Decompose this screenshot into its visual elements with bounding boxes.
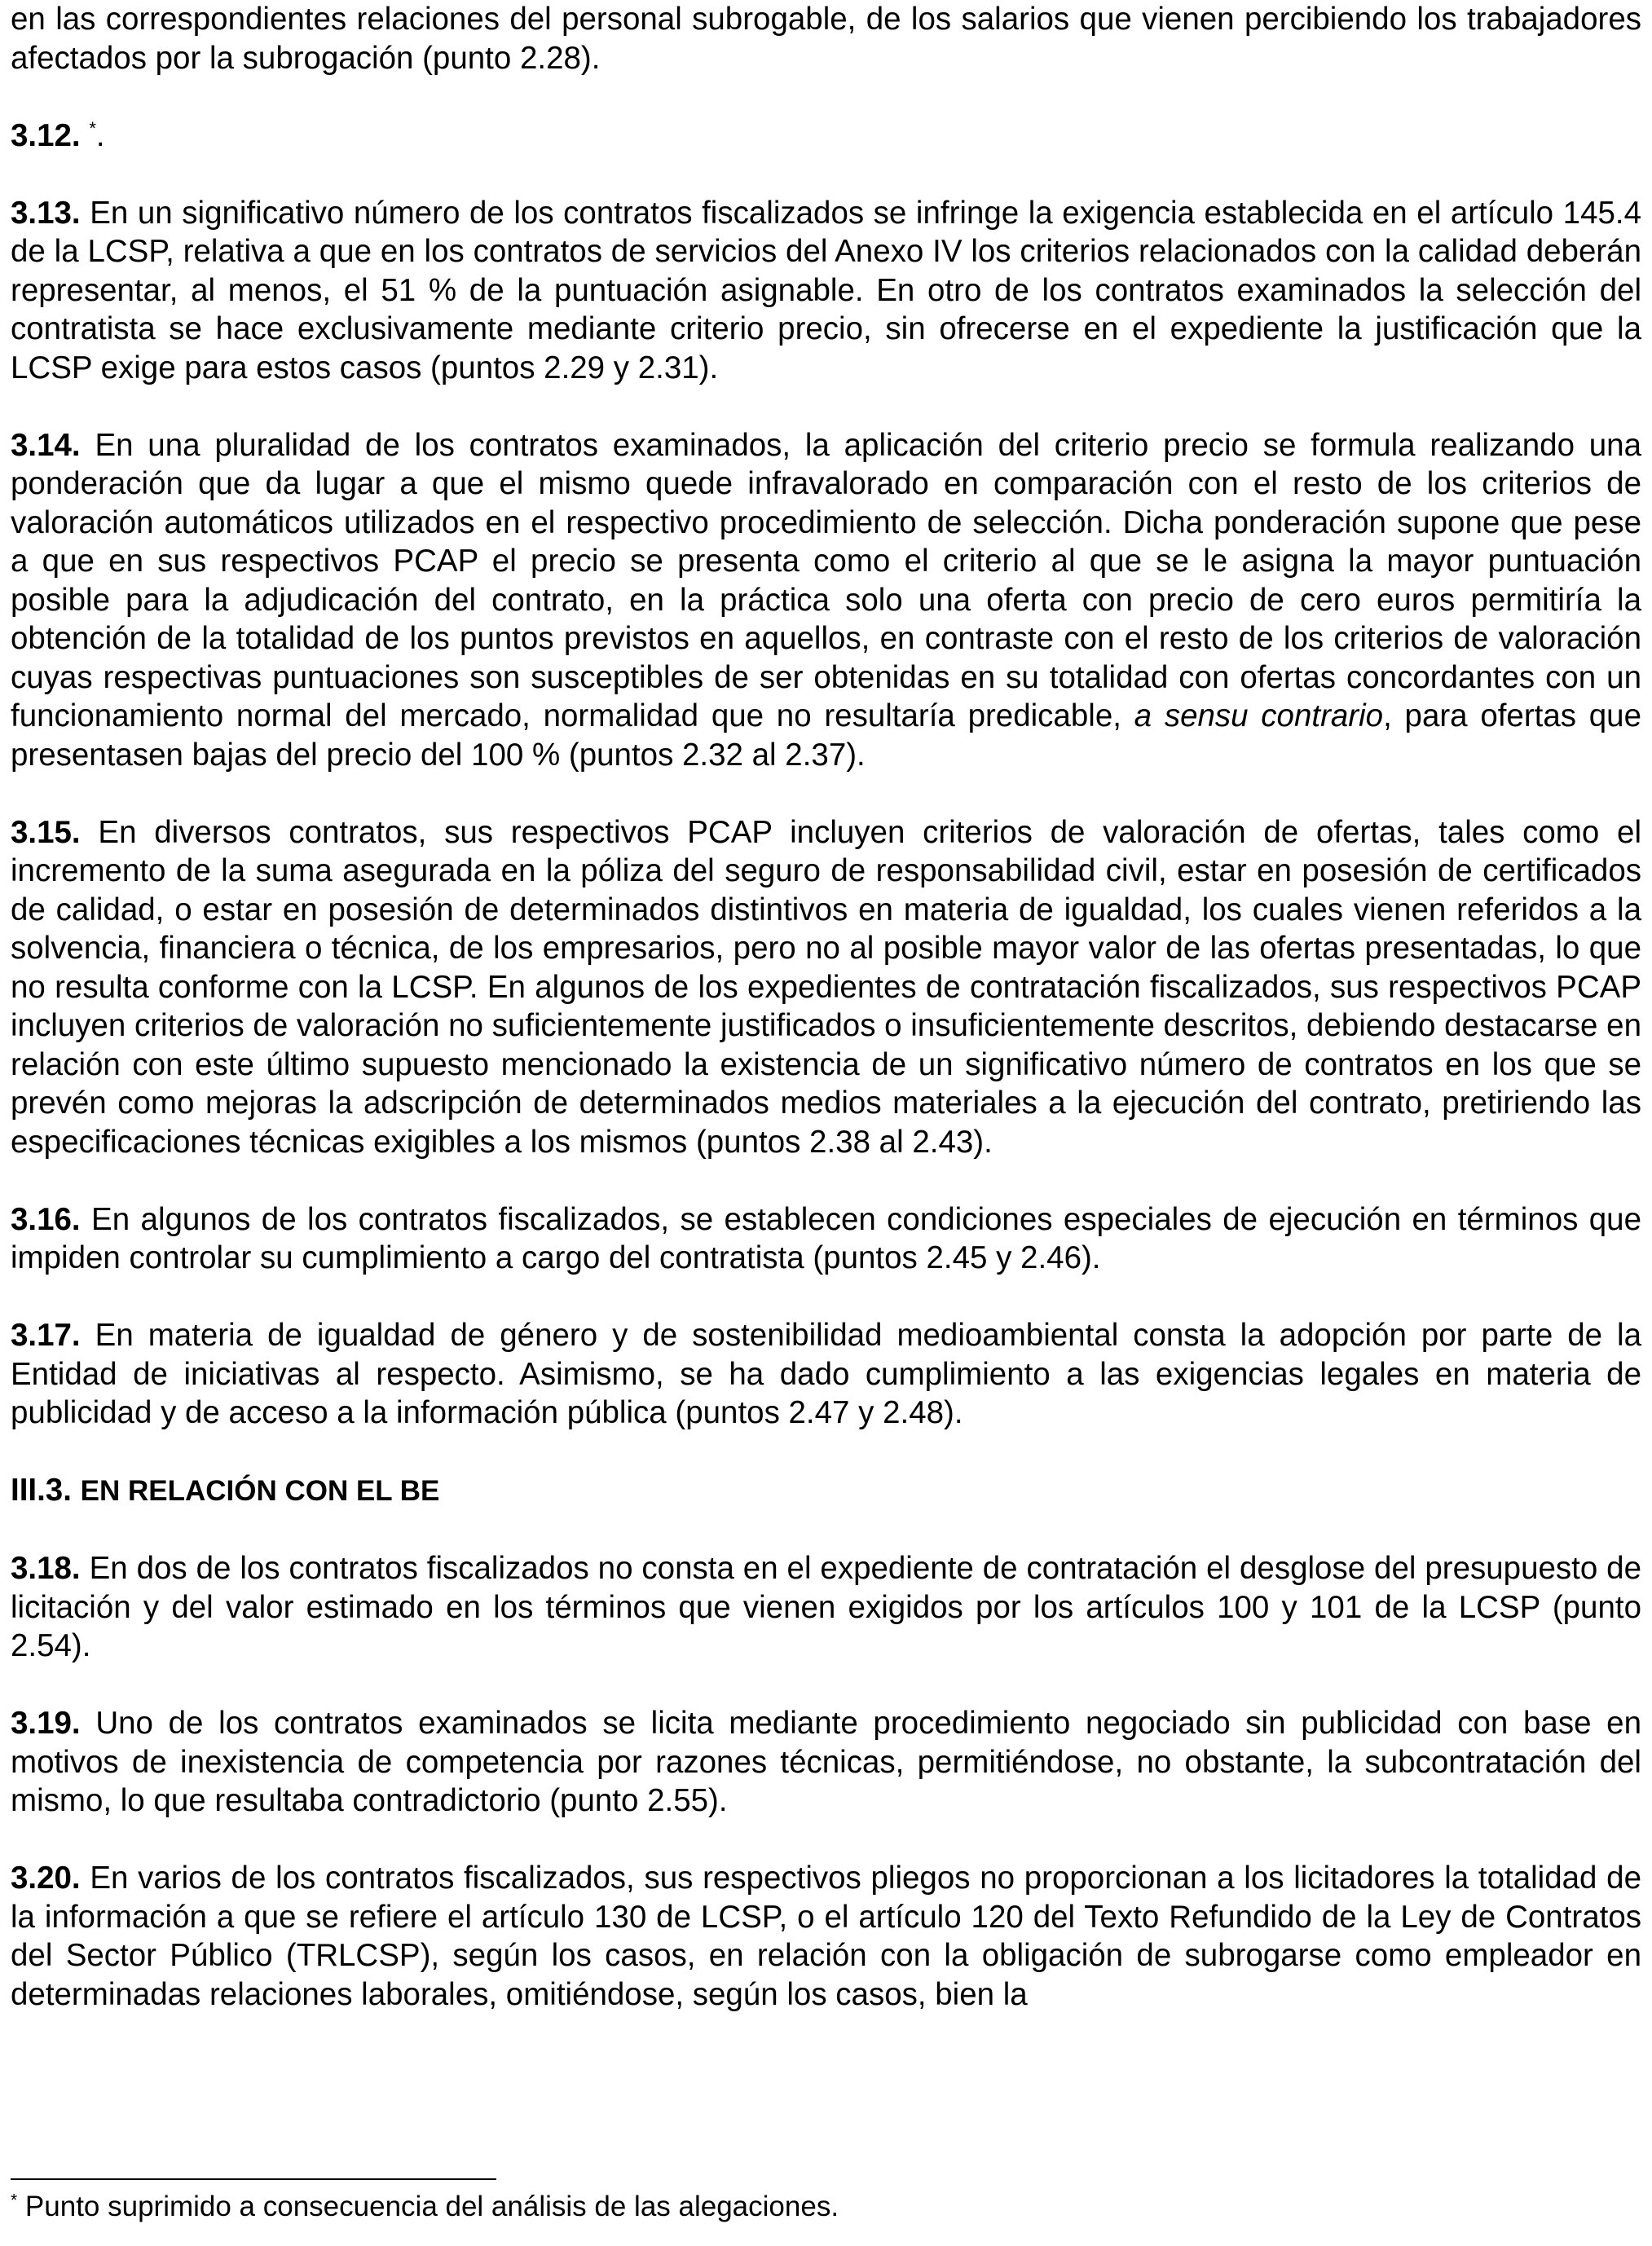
paragraph-number: 3.19.: [11, 1706, 81, 1741]
paragraph-gap: [11, 387, 1641, 426]
paragraph-continued: [11, 0, 1641, 77]
paragraph-italic-text: a sensu contrario: [1134, 698, 1384, 733]
paragraph-gap: [11, 1821, 1641, 1860]
paragraph-text-continued: , para ofertas que presentasen bajas del precio del 100 % (puntos 2.32 al 2.37).: [11, 698, 1641, 773]
paragraph-number: 3.14.: [11, 427, 81, 463]
footnote: [11, 2189, 839, 2225]
paragraph-3-17: [11, 1316, 1641, 1433]
paragraph-gap: [11, 1433, 1641, 1472]
paragraph-3-18: [11, 1549, 1641, 1666]
section-heading: [11, 1471, 1641, 1511]
paragraph-3-14: [11, 426, 1641, 775]
paragraph-gap: [11, 1161, 1641, 1200]
paragraph-gap: [11, 774, 1641, 813]
paragraph-text: En materia de igualdad de género y de sostenibilidad medioambiental consta la adopción por parte de la Entidad de iniciativas al respecto. Asimismo, se ha dado cumplimiento a las exigencias legales en materia de publicidad y de acceso a la información pública (puntos 2.47 y 2.48).: [11, 1318, 1641, 1430]
document-page: [11, 0, 1641, 2014]
paragraph-text: En un significativo número de los contratos fiscalizados se infringe la exigencia establecida en el artículo 145.4 de la LCSP, relativa a que en los contratos de servicios del Anexo IV los criterios relacionados con la calidad deberán representar, al menos, el 51 % de la puntuación asignable. En otro de los contratos examinados la selección del contratista se hace exclusivamente mediante criterio precio, sin ofrecerse en el expediente la justificación que la LCSP exige para estos casos (puntos 2.29 y 2.31).: [11, 195, 1641, 385]
paragraph-number: 3.17.: [11, 1318, 81, 1353]
paragraph-gap: [11, 1511, 1641, 1550]
footnote-reference[interactable]: *: [89, 117, 96, 139]
footnote-mark: *: [11, 2191, 18, 2210]
paragraph-text: Uno de los contratos examinados se licita mediante procedimiento negociado sin publicidad con base en motivos de inexistencia de competencia por razones técnicas, permitiéndose, no obstante, la subcontratación del mismo, lo que resultaba contradictorio (punto 2.55).: [11, 1706, 1641, 1818]
paragraph-gap: [11, 1666, 1641, 1705]
section-title: EN RELACIÓN CON EL BE: [80, 1475, 440, 1507]
paragraph-number: 3.16.: [11, 1201, 81, 1237]
paragraph-text: En diversos contratos, sus respectivos PCAP incluyen criterios de valoración de ofertas, tales como el incremento de la suma asegurada en la póliza del seguro de responsabilidad civil, estar en posesión de certificados de calidad, o estar en posesión de determinados distintivos en materia de igualdad, los cuales vienen referidos a la solvencia, financiera o técnica, de los empresarios, pero no al posible mayor valor de las ofertas presentadas, lo que no resulta conforme con la LCSP. En algunos de los expedientes de contratación fiscalizados, sus respectivos PCAP incluyen criterios de valoración no suficientemente justificados o insuficientemente descritos, debiendo destacarse en relación con este último supuesto mencionado la existencia de un significativo número de contratos en los que se prevén como mejoras la adscripción de determinados medios materiales a la ejecución del contrato, pretiriendo las especificaciones técnicas exigibles a los mismos (puntos 2.38 al 2.43).: [11, 814, 1641, 1160]
paragraph-text: En una pluralidad de los contratos examinados, la aplicación del criterio precio se formula realizando una ponderación que da lugar a que el mismo quede infravalorado en comparación con el resto de los criterios de valoración automáticos utilizados en el respectivo procedimiento de selección. Dicha ponderación supone que pese a que en sus respectivos PCAP el precio se presenta como el criterio al que se le asigna la mayor puntuación posible para la adjudicación del contrato, en la práctica solo una oferta con precio de cero euros permitiría la obtención de la totalidad de los puntos previstos en aquellos, en contraste con el resto de los criterios de valoración cuyas respectivas puntuaciones son susceptibles de ser obtenidas en su totalidad con ofertas concordantes con un funcionamiento normal del mercado, normalidad que no resultaría predicable,: [11, 427, 1641, 733]
footnote-separator: [11, 2178, 496, 2180]
paragraph-number: 3.15.: [11, 814, 81, 850]
paragraph-text: En varios de los contratos fiscalizados, sus respectivos pliegos no proporcionan a los licitadores la totalidad de la información a que se refiere el artículo 130 de LCSP, o el artículo 120 del Texto Refundido de la Ley de Contratos del Sector Público (TRLCSP), según los casos, en relación con la obligación de subrogarse como empleador en determinadas relaciones laborales, omitiéndose, según los casos, bien la: [11, 1861, 1641, 2012]
paragraph-3-15: [11, 813, 1641, 1162]
paragraph-3-13: [11, 194, 1641, 388]
paragraph-gap: [11, 155, 1641, 194]
footnote-text: Punto suprimido a consecuencia del análisis de las alegaciones.: [24, 2191, 839, 2222]
paragraph-number: 3.18.: [11, 1551, 81, 1586]
paragraph-text: En dos de los contratos fiscalizados no consta en el expediente de contratación el desglose del presupuesto de licitación y del valor estimado en los términos que vienen exigidos por los artículos 100 y 101 de la LCSP (punto 2.54).: [11, 1551, 1641, 1663]
paragraph-text: .: [95, 117, 105, 153]
paragraph-gap: [11, 77, 1641, 117]
paragraph-3-20: [11, 1859, 1641, 2014]
paragraph-3-16: [11, 1200, 1641, 1278]
paragraph-gap: [11, 1278, 1641, 1317]
paragraph-text: En algunos de los contratos fiscalizados, se establecen condiciones especiales de ejecución en términos que impiden controlar su cumplimiento a cargo del contratista (puntos 2.45 y 2.46).: [11, 1201, 1641, 1275]
paragraph-3-12: [11, 117, 1641, 156]
paragraph-3-19: [11, 1704, 1641, 1821]
paragraph-number: 3.13.: [11, 195, 81, 231]
paragraph-number: 3.12.: [11, 117, 81, 153]
section-number: III.3.: [11, 1473, 72, 1508]
paragraph-number: 3.20.: [11, 1861, 81, 1896]
paragraph-text: en las correspondientes relaciones del personal subrogable, de los salarios que vienen percibiendo los trabajadores afectados por la subrogación (punto 2.28).: [11, 2, 1641, 76]
